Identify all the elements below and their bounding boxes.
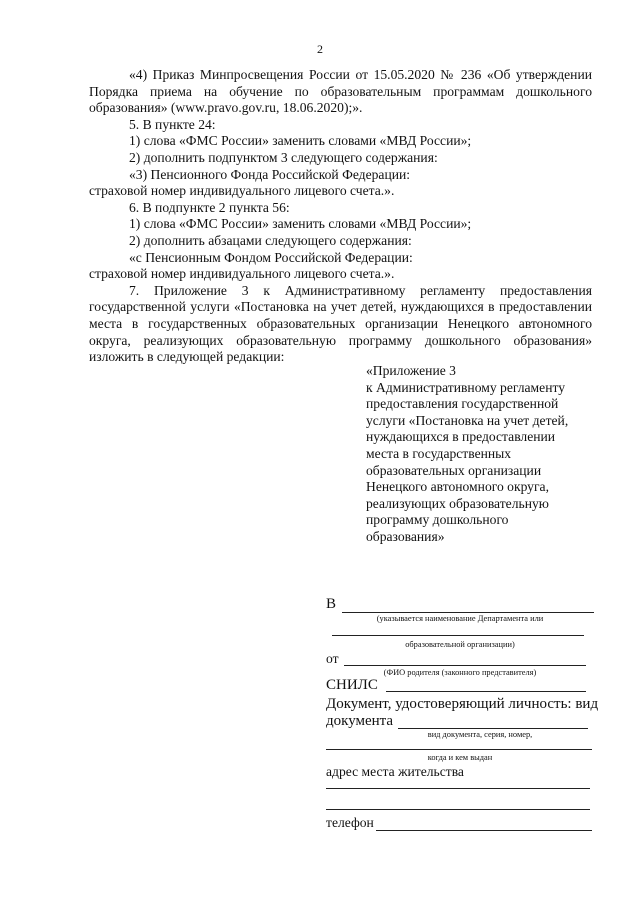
document-label-2: документа	[326, 713, 394, 729]
appendix-line: места в государственных	[366, 445, 512, 461]
document-line-2[interactable]	[326, 749, 592, 750]
appendix-line: реализующих образовательную	[366, 495, 549, 511]
paragraph-replace-words-2: 1) слова «ФМС России» заменить словами «МВД России»;	[129, 216, 472, 232]
paragraph-replace-words: 1) слова «ФМС России» заменить словами «МВД России»;	[129, 133, 472, 149]
appendix-line: предоставления государственной	[366, 396, 559, 412]
address-label: адрес места жительства	[326, 764, 464, 779]
paragraph-point-56: 6. В подпункте 2 пункта 56:	[129, 199, 290, 215]
appendix-line: программу дошкольного	[366, 512, 509, 528]
document-caption: вид документа, серия, номер,	[427, 730, 533, 739]
appendix-line: нуждающихся в предоставлении	[366, 429, 556, 445]
appendix-line: образования»	[366, 528, 445, 544]
to-caption-2: образовательной организации)	[405, 640, 515, 649]
appendix-line: к Административному регламенту	[366, 379, 566, 395]
paragraph-add-subpoint: 2) дополнить подпунктом 3 следующего содержания:	[129, 149, 438, 165]
document-label: Документ, удостоверяющий личность: вид	[326, 696, 599, 712]
document-line[interactable]	[398, 728, 588, 729]
paragraph-order-item: «4) Приказ Минпросвещения России от 15.05.2020 № 236 «Об утверждении Порядка приема на обучение по образовательным программам дошкольного образования» (www.pravo.gov.ru, 18.06.2020);».	[89, 67, 592, 116]
phone-line[interactable]	[376, 830, 592, 831]
appendix-line: образовательных организации	[366, 462, 542, 478]
paragraph-insurance-number-2: страховой номер индивидуального лицевого счета.».	[89, 266, 395, 282]
appendix-header	[366, 363, 606, 546]
appendix-line: услуги «Постановка на учет детей,	[366, 412, 569, 428]
snils-line[interactable]	[386, 691, 586, 692]
paragraph-pension-fund: «3) Пенсионного Фонда Российской Федерации:	[129, 166, 411, 182]
from-label: от	[326, 651, 339, 666]
page-number: 2	[317, 42, 323, 56]
to-line-2[interactable]	[332, 635, 584, 636]
to-label: В	[326, 596, 337, 612]
paragraph-add-paragraphs: 2) дополнить абзацами следующего содержания:	[129, 232, 412, 248]
to-caption: (указывается наименование Департамента или	[376, 614, 544, 623]
address-line[interactable]	[326, 788, 590, 789]
from-caption: (ФИО родителя (законного представителя)	[383, 668, 537, 677]
paragraph-appendix-3: 7. Приложение 3 к Административному регламенту предоставления государственной услуги «Постановка на учет детей, нуждающихся в предоставлении места в государственных образовательных организации Ненецкого автономного округа, реализующих образовательную программу дошкольного образования» изложить в следующей редакции:	[89, 282, 592, 365]
appendix-line: Ненецкого автономного округа,	[366, 479, 549, 495]
paragraph-insurance-number: страховой номер индивидуального лицевого счета.».	[89, 183, 395, 199]
from-line[interactable]	[344, 665, 586, 666]
paragraph-with-pension-fund: «с Пенсионным Фондом Российской Федерации:	[129, 249, 413, 265]
document-body	[89, 67, 592, 366]
phone-label: телефон	[326, 815, 374, 830]
paragraph-point-24: 5. В пункте 24:	[129, 116, 216, 132]
snils-label: СНИЛС	[326, 677, 378, 693]
to-line[interactable]	[342, 612, 594, 613]
appendix-line: «Приложение 3	[366, 363, 456, 378]
address-line-2[interactable]	[326, 809, 590, 810]
document-caption-2: когда и кем выдан	[427, 753, 493, 762]
